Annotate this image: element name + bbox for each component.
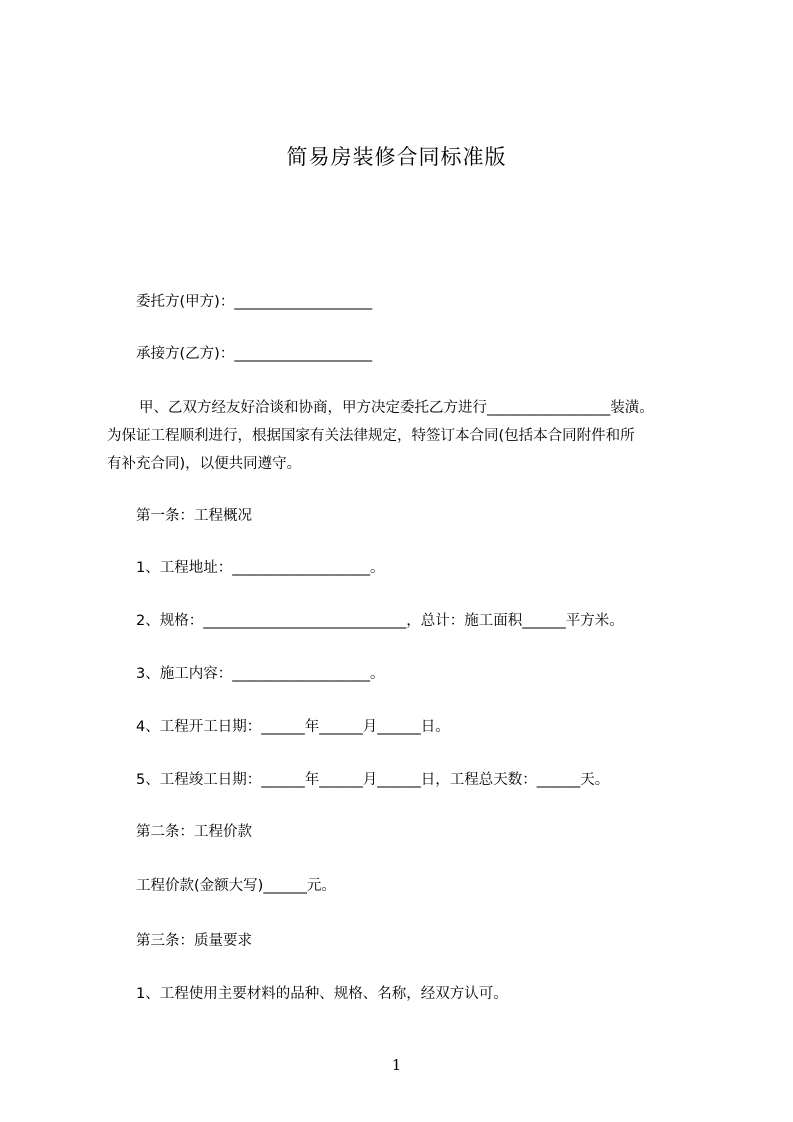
article-1-item-5: 5、工程竣工日期：______年______月______日，工程总天数：______天。 [136,772,610,788]
page-number: 1 [391,1056,402,1074]
article-2-heading: 第二条：工程价款 [136,824,252,840]
intro-line-2: 为保证工程顺利进行，根据国家有关法律规定，特签订本合同(包括本合同附件和所 [107,428,635,444]
article-1-item-2: 2、规格：____________________________，总计：施工面积______平方米。 [136,613,624,629]
intro-line-1: 甲、乙双方经友好洽谈和协商，甲方决定委托乙方进行_________________装潢。 [139,400,654,416]
article-1-heading: 第一条：工程概况 [136,508,252,524]
article-1-item-4: 4、工程开工日期：______年______月______日。 [136,719,450,735]
intro-line-3: 有补充合同)，以便共同遵守。 [107,456,302,472]
party-b-line: 承接方(乙方)：___________________ [136,346,373,362]
article-3-item-1: 1、工程使用主要材料的品种、规格、名称，经双方认可。 [136,986,508,1002]
article-1-item-3: 3、施工内容：___________________。 [136,666,385,682]
party-a-line: 委托方(甲方)：___________________ [136,294,373,310]
article-3-heading: 第三条：质量要求 [136,933,252,949]
document-title: 简易房装修合同标准版 [286,145,507,169]
intro-paragraph [107,394,697,478]
article-1-item-1: 1、工程地址：___________________。 [136,560,385,576]
article-2-price: 工程价款(金额大写)______元。 [136,878,336,894]
